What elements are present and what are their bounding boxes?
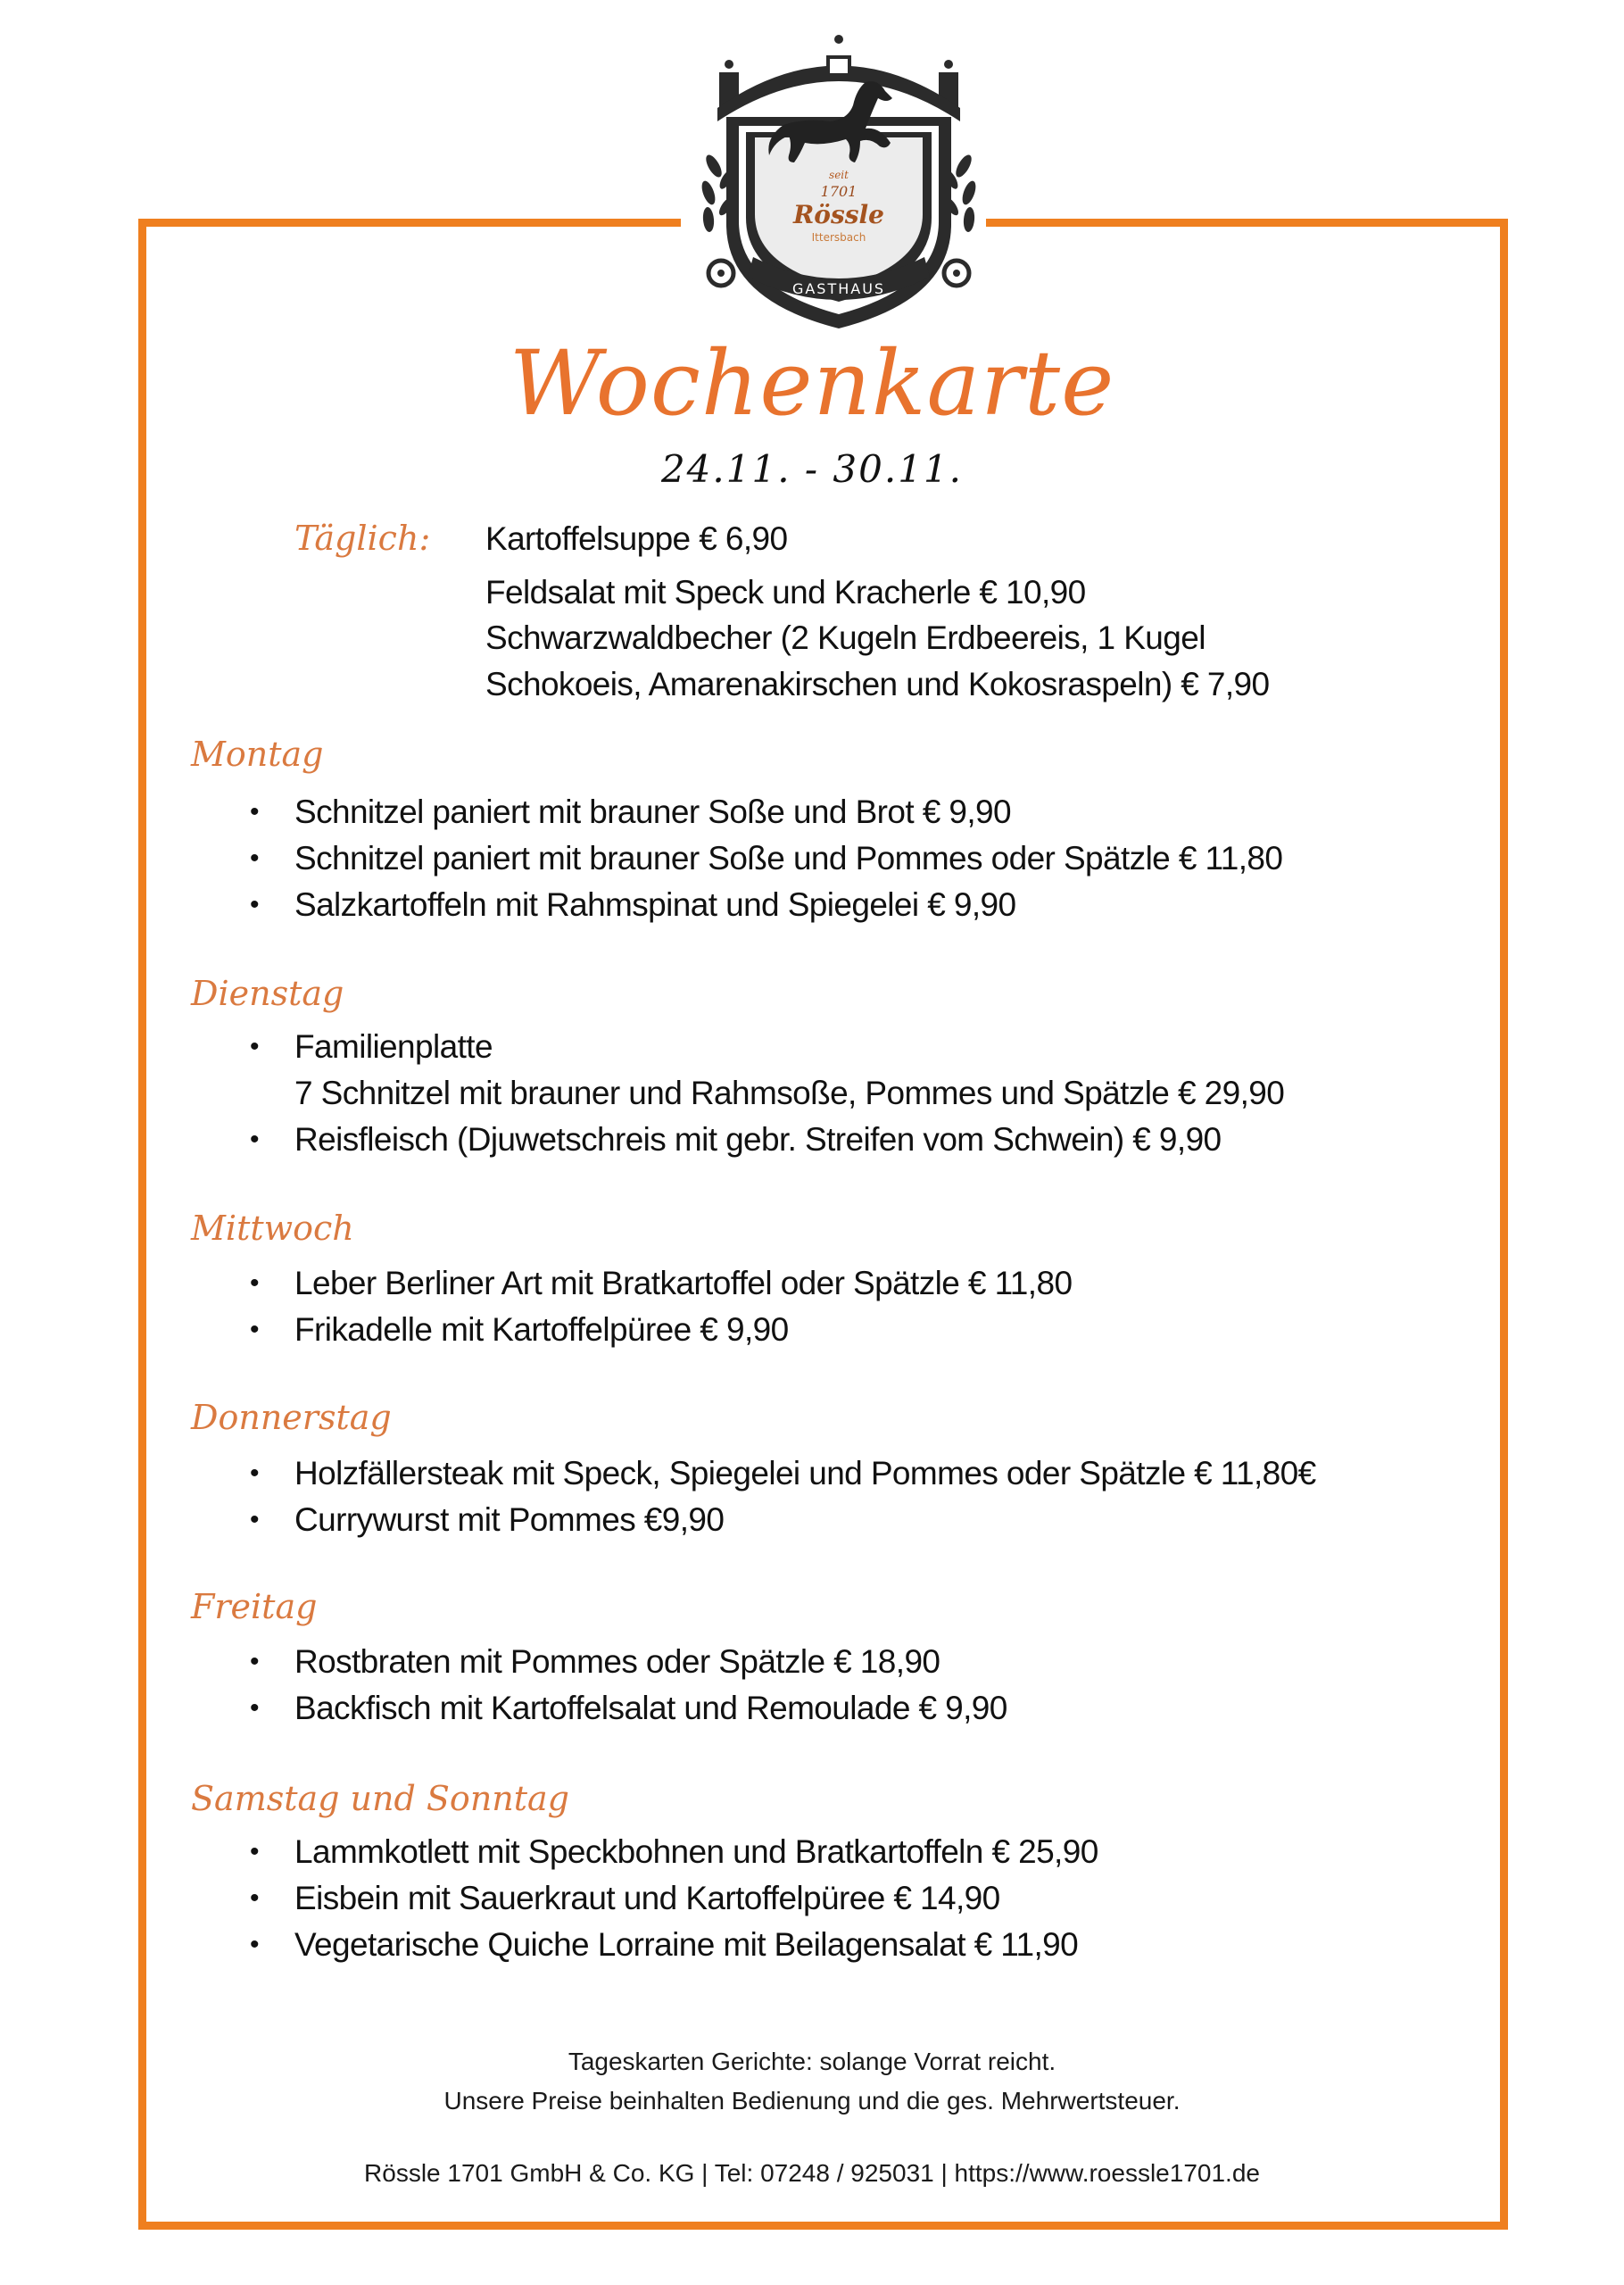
daily-item: Feldsalat mit Speck und Kracherle € 10,90: [485, 574, 1086, 611]
menu-item: [250, 1025, 493, 1069]
menu-item: [250, 1640, 940, 1684]
bullet-icon: •: [250, 1032, 260, 1061]
menu-item: [250, 1923, 1078, 1967]
daily-item: Kartoffelsuppe € 6,90: [485, 520, 788, 557]
day-heading-mittwoch: Mittwoch: [191, 1209, 354, 1248]
day-heading-montag: Montag: [191, 735, 324, 774]
footer-contact: Rössle 1701 GmbH & Co. KG | Tel: 07248 / 925031 | https://www.roessle1701.de: [364, 2159, 1260, 2187]
bullet-icon: •: [250, 1883, 260, 1913]
menu-item: [250, 1830, 1098, 1874]
menu-item: [250, 883, 1015, 927]
menu-item-text: Reisfleisch (Djuwetschreis mit gebr. Streifen vom Schwein) € 9,90: [294, 1121, 1222, 1158]
bullet-icon: •: [250, 1693, 260, 1723]
bullet-icon: •: [250, 1837, 260, 1866]
frame-bottom: [138, 2222, 1508, 2230]
menu-item: [250, 1261, 1072, 1306]
crest-place: Ittersbach: [811, 231, 866, 244]
menu-item-continuation: 7 Schnitzel mit brauner und Rahmsoße, Pommes und Spätzle € 29,90: [294, 1075, 1285, 1111]
menu-item: [250, 790, 1011, 835]
menu-item: [250, 1876, 1000, 1921]
menu-item: [250, 1308, 789, 1352]
frame-right: [1500, 219, 1508, 2230]
frame-top-right: [986, 219, 1508, 227]
footer-note-availability: Tageskarten Gerichte: solange Vorrat reicht.: [568, 2048, 1056, 2075]
crest-year: 1701: [820, 183, 858, 200]
menu-item: [250, 1451, 1316, 1496]
menu-item-text: Eisbein mit Sauerkraut und Kartoffelpüree € 14,90: [294, 1880, 1000, 1916]
footer-note-prices: Unsere Preise beinhalten Bedienung und die ges. Mehrwertsteuer.: [443, 2087, 1181, 2115]
menu-item-text: Currywurst mit Pommes €9,90: [294, 1501, 725, 1538]
menu-item: [250, 1118, 1222, 1162]
date-range: 24.11. - 30.11.: [660, 447, 964, 491]
daily-item: Schwarzwaldbecher (2 Kugeln Erdbeereis, 1 Kugel: [485, 619, 1206, 656]
frame-top-left: [138, 219, 681, 227]
bullet-icon: •: [250, 1315, 260, 1344]
bullet-icon: •: [250, 1930, 260, 1959]
crest-name: Rössle: [793, 200, 884, 229]
menu-item-text: Familienplatte: [294, 1028, 493, 1065]
menu-item-text: Schnitzel paniert mit brauner Soße und Pommes oder Spätzle € 11,80: [294, 840, 1283, 877]
bullet-icon: •: [250, 843, 260, 873]
menu-item-text: Backfisch mit Kartoffelsalat und Remoulade € 9,90: [294, 1690, 1007, 1726]
day-heading-freitag: Freitag: [191, 1587, 318, 1626]
menu-item: [250, 1498, 724, 1542]
menu-item-text: Frikadelle mit Kartoffelpüree € 9,90: [294, 1311, 789, 1348]
menu-item-text: Rostbraten mit Pommes oder Spätzle € 18,90: [294, 1643, 940, 1680]
menu-item-text: Vegetarische Quiche Lorraine mit Beilagensalat € 11,90: [294, 1926, 1079, 1963]
menu-item-text: Leber Berliner Art mit Bratkartoffel oder Spätzle € 11,80: [294, 1265, 1073, 1301]
bullet-icon: •: [250, 1505, 260, 1534]
menu-item-text: Schnitzel paniert mit brauner Soße und Brot € 9,90: [294, 794, 1011, 830]
bullet-icon: •: [250, 1125, 260, 1154]
menu-item-text: Salzkartoffeln mit Rahmspinat und Spiegelei € 9,90: [294, 886, 1016, 923]
menu-item: [250, 836, 1282, 881]
crest-since: seit: [829, 169, 849, 181]
bullet-icon: •: [250, 797, 260, 827]
page-title: Wochenkarte: [509, 331, 1115, 436]
bullet-icon: •: [250, 890, 260, 919]
crest-banner: GASTHAUS: [791, 280, 886, 297]
bullet-icon: •: [250, 1647, 260, 1676]
daily-heading: Täglich:: [294, 519, 431, 558]
frame-left: [138, 219, 146, 2230]
bullet-icon: •: [250, 1458, 260, 1488]
menu-item-text: Holzfällersteak mit Speck, Spiegelei und Pommes oder Spätzle € 11,80€: [294, 1455, 1316, 1491]
day-heading-samstag-sonntag: Samstag und Sonntag: [191, 1779, 570, 1818]
day-heading-dienstag: Dienstag: [191, 974, 344, 1013]
menu-item-text: Lammkotlett mit Speckbohnen und Bratkartoffeln € 25,90: [294, 1833, 1098, 1870]
bullet-icon: •: [250, 1268, 260, 1298]
day-heading-donnerstag: Donnerstag: [191, 1398, 392, 1437]
menu-item: [250, 1686, 1007, 1731]
gasthaus-roessle-crest-icon: [687, 32, 990, 336]
daily-item: Schokoeis, Amarenakirschen und Kokosraspeln) € 7,90: [485, 666, 1270, 702]
